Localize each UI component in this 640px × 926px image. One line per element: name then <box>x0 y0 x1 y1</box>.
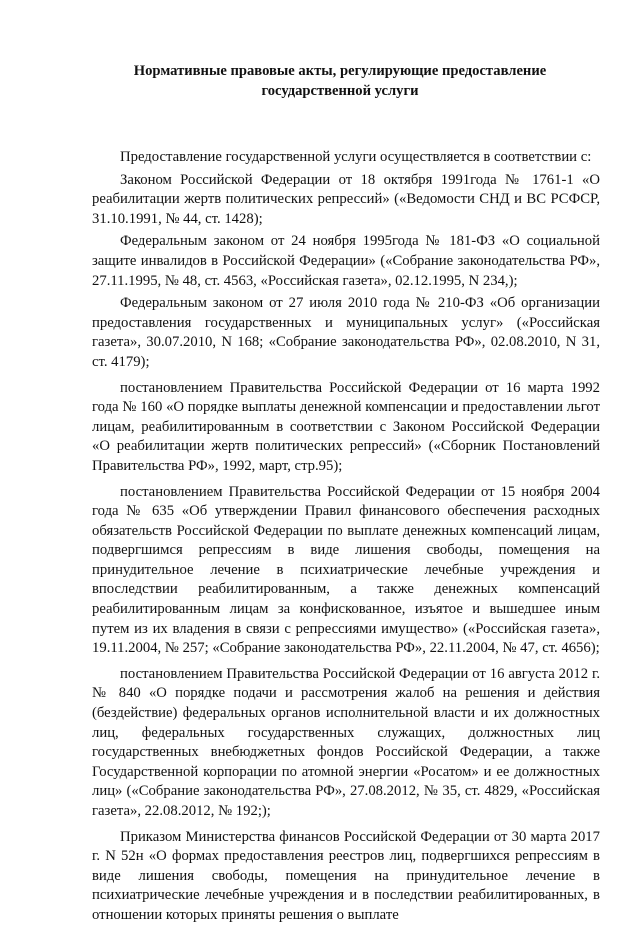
title-line-2: государственной услуги <box>261 83 419 99</box>
paragraph-law-210fz: Федеральным законом от 27 июля 2010 года № 210-ФЗ «Об организации предоставления государственных и муниципальных услуг» («Российская газета», 30.07.2010, N 168; «Собрание законодательства РФ», 02.08.2010, N 31, ст. 4179); <box>92 295 600 370</box>
document-body <box>92 148 600 926</box>
paragraph-intro: Предоставление государственной услуги осуществляется в соответствии с: <box>120 149 592 165</box>
title-line-1: Нормативные правовые акты, регулирующие предоставление <box>133 63 547 79</box>
paragraph-order-52n: Приказом Министерства финансов Российской Федерации от 30 марта 2017 г. N 52н «О формах предоставления реестров лиц, подвергшихся репрессиям в виде лишения свободы, помещения на принудительное лечение в психиатрические лечебные учреждения и в последствии реабилитированных, в отношении которых приняты решения о выплате <box>92 828 600 923</box>
paragraph-decree-160: постановлением Правительства Российской Федерации от 16 марта 1992 года № 160 «О порядке выплаты денежной компенсации и предоставлении льгот лицам, реабилитированным в соответствии с Законом Российской Федерации «О реабилитации жертв политических репрессий» («Сборник Постановлений Правительства РФ», 1992, март, стр.95); <box>92 379 600 474</box>
paragraph-decree-840: постановлением Правительства Российской Федерации от 16 августа 2012 г. № 840 «О порядке подачи и рассмотрения жалоб на решения и действия (бездействие) федеральных органов исполнительной власти и их должностных лиц, федеральных государственных служащих, должностных лиц государственных внебюджетных фондов Российской Федерации, а также Государственной корпорации по атомной энергии «Росатом» и ее должностных лиц» («Собрание законодательства РФ», 27.08.2012, № 35, ст. 4829, «Российская газета», 22.08.2012, № 192;); <box>92 665 600 819</box>
paragraph-decree-635: постановлением Правительства Российской Федерации от 15 ноября 2004 года № 635 «Об утверждении Правил финансового обеспечения расходных обязательств Российской Федерации по выплате денежных компенсаций лицам, подвергшимся репрессиям в виде лишения свободы, помещения на принудительное лечение в психиатрические лечебные учреждения и впоследствии реабилитированным, а также денежных компенсаций реабилитированным лицам за конфискованное, изъятое и вышедшее иным путем из их владения в связи с репрессиями имущество» («Российская газета», 19.11.2004, № 257; «Собрание законодательства РФ», 22.11.2004, № 47, ст. 4656); <box>92 483 600 657</box>
paragraph-law-1761: Законом Российской Федерации от 18 октября 1991года № 1761-1 «О реабилитации жертв политических репрессий» («Ведомости СНД и ВС РСФСР, 31.10.1991, № 44, ст. 1428); <box>92 171 600 227</box>
page-title <box>90 61 590 101</box>
paragraph-law-181fz: Федеральным законом от 24 ноября 1995года № 181-ФЗ «О социальной защите инвалидов в Российской Федерации» («Собрание законодательства РФ», 27.11.1995, № 48, ст. 4563, «Российская газета», 02.12.1995, N 234,); <box>92 233 600 289</box>
